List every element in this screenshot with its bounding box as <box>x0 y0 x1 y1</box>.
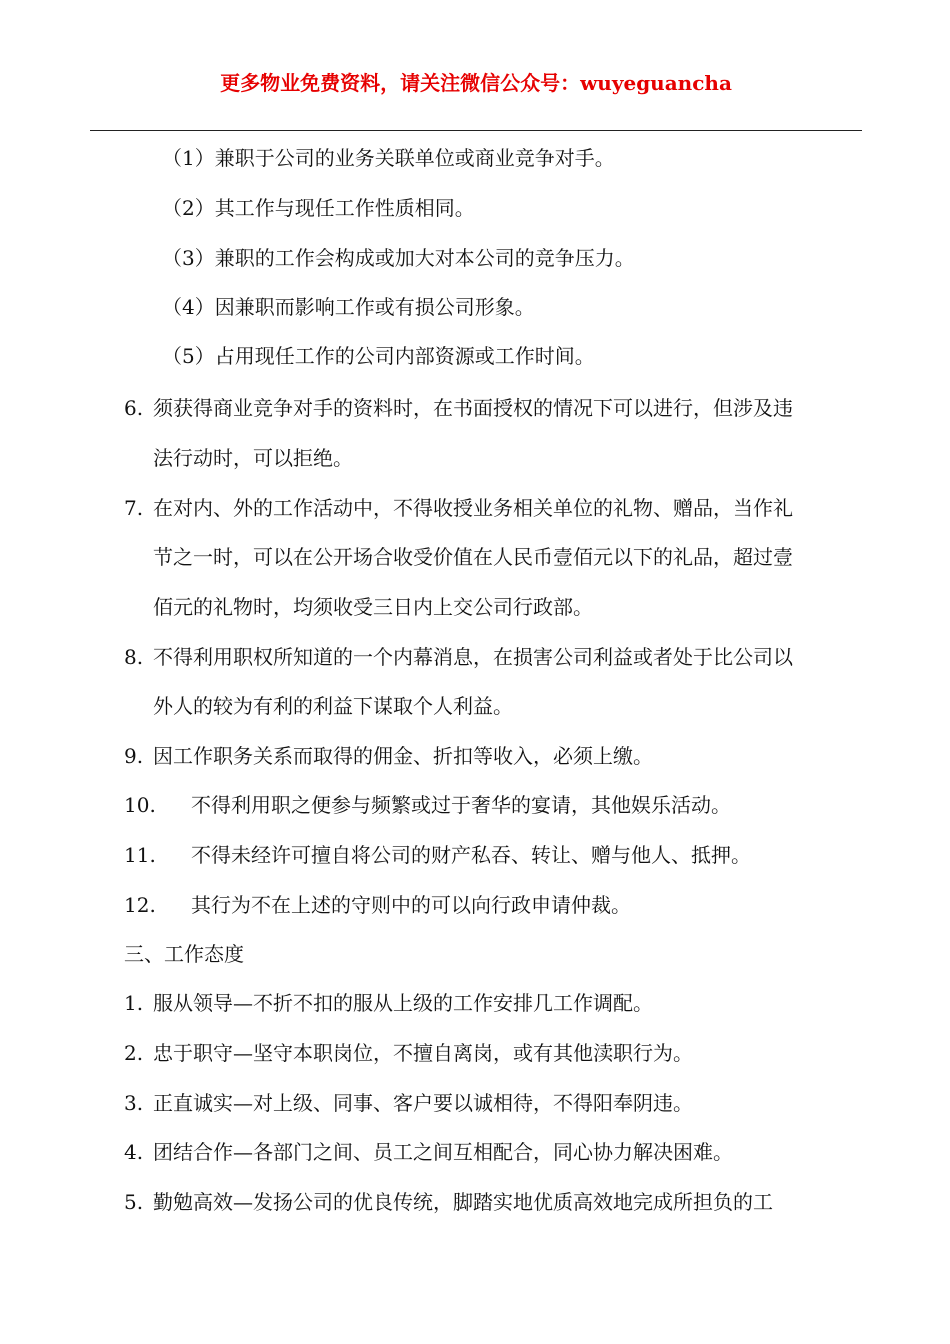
list-item-marker: 3. <box>124 1091 144 1115</box>
list-item-marker: 12. <box>124 893 156 917</box>
sub-item <box>162 341 595 371</box>
list-item-line: 其行为不在上述的守则中的可以向行政申请仲裁。 <box>191 893 631 917</box>
sub-item-marker: （5） <box>162 344 215 368</box>
sub-item-marker: （4） <box>162 295 215 319</box>
sub-item <box>162 193 475 223</box>
list-item-line: 不得利用职之便参与频繁或过于奢华的宴请，其他娱乐活动。 <box>191 793 731 817</box>
list-item-line: 正直诚实—对上级、同事、客户要以诚相待，不得阳奉阴违。 <box>153 1091 693 1115</box>
sub-item-text: 兼职的工作会构成或加大对本公司的竞争压力。 <box>214 246 635 270</box>
list-item-line: 须获得商业竞争对手的资料时，在书面授权的情况下可以进行，但涉及违 <box>153 396 793 420</box>
list-item-line: 勤勉高效—发扬公司的优良传统，脚踏实地优质高效地完成所担负的工 <box>153 1190 773 1214</box>
sub-item-text: 因兼职而影响工作或有损公司形象。 <box>214 295 535 319</box>
list-item-marker: 10. <box>124 793 156 817</box>
list-item-line: 因工作职务关系而取得的佣金、折扣等收入，必须上缴。 <box>153 744 653 768</box>
list-item-line: 团结合作—各部门之间、员工之间互相配合，同心协力解决困难。 <box>153 1140 733 1164</box>
sub-item-text: 兼职于公司的业务关联单位或商业竞争对手。 <box>214 146 615 170</box>
sub-item-marker: （2） <box>162 196 215 220</box>
sub-item <box>162 292 535 322</box>
list-item-line: 法行动时，可以拒绝。 <box>153 446 353 470</box>
list-item-line: 不得未经许可擅自将公司的财产私吞、转让、赠与他人、抵押。 <box>191 843 751 867</box>
section-heading: 三、工作态度 <box>124 942 244 966</box>
list-item-marker: 8. <box>124 645 144 669</box>
list-item-marker: 1. <box>124 991 144 1015</box>
sub-item <box>162 143 615 173</box>
page-header-promo: 更多物业免费资料，请关注微信公众号：wuyeguancha <box>220 71 732 95</box>
list-item-marker: 7. <box>124 496 144 520</box>
sub-item <box>162 243 635 273</box>
list-item-marker: 9. <box>124 744 144 768</box>
list-item-marker: 6. <box>124 396 144 420</box>
sub-item-marker: （1） <box>162 146 215 170</box>
list-item-line: 在对内、外的工作活动中，不得收授业务相关单位的礼物、赠品，当作礼 <box>153 496 793 520</box>
list-item-marker: 5. <box>124 1190 144 1214</box>
list-item-line: 外人的较为有利的利益下谋取个人利益。 <box>153 694 513 718</box>
list-item-line: 服从领导—不折不扣的服从上级的工作安排几工作调配。 <box>153 991 653 1015</box>
list-item-line: 佰元的礼物时，均须收受三日内上交公司行政部。 <box>153 595 593 619</box>
list-item-line: 节之一时，可以在公开场合收受价值在人民币壹佰元以下的礼品，超过壹 <box>153 545 793 569</box>
sub-item-text: 占用现任工作的公司内部资源或工作时间。 <box>214 344 595 368</box>
list-item-line: 不得利用职权所知道的一个内幕消息，在损害公司利益或者处于比公司以 <box>153 645 793 669</box>
list-item-marker: 4. <box>124 1140 144 1164</box>
list-item-line: 忠于职守—坚守本职岗位，不擅自离岗，或有其他渎职行为。 <box>153 1041 693 1065</box>
list-item-marker: 2. <box>124 1041 144 1065</box>
sub-item-text: 其工作与现任工作性质相同。 <box>214 196 475 220</box>
sub-item-marker: （3） <box>162 246 215 270</box>
list-item-marker: 11. <box>124 843 156 867</box>
